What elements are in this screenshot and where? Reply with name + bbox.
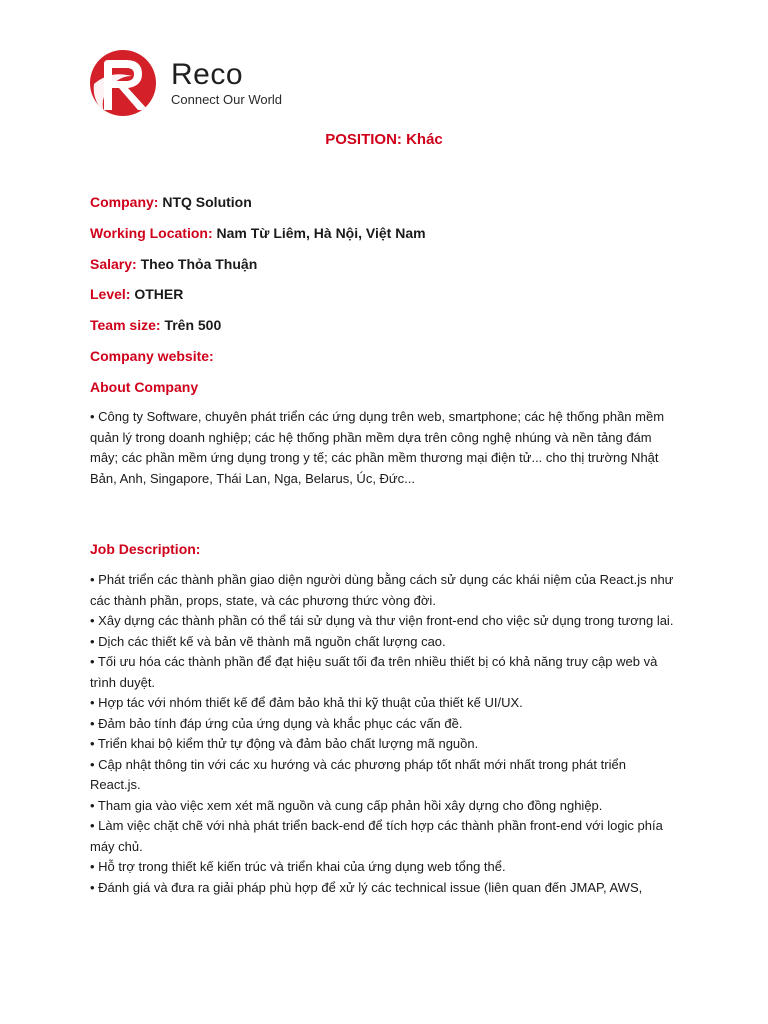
team-size-value: Trên 500 xyxy=(164,317,222,333)
salary-label: Salary: xyxy=(90,256,141,272)
about-text xyxy=(90,407,680,489)
location-field xyxy=(90,224,426,242)
company-field xyxy=(90,193,252,211)
about-paragraph: • Công ty Software, chuyên phát triển các ứng dụng trên web, smartphone; các hệ thống phần mềm quản lý trong doanh nghiệp; các hệ thống phần mềm dựa trên công nghệ nhúng và nền tảng đám mây; các phần mềm ứng dụng trong y tế; các phần mềm thương mại điện tử... cho thị trường Nhật Bản, Anh, Singapore, Thái Lan, Nga, Belarus, Úc, Đức... xyxy=(90,409,665,486)
company-value: NTQ Solution xyxy=(162,194,252,210)
job-description-list xyxy=(90,570,680,898)
list-item: • Đánh giá và đưa ra giải pháp phù hợp để xử lý các technical issue (liên quan đến JMAP, AWS, xyxy=(90,879,643,895)
list-item: • Tối ưu hóa các thành phần để đạt hiệu suất tối đa trên nhiều thiết bị có khả năng truy cập web và trình duyệt. xyxy=(90,654,658,690)
list-item: • Làm việc chặt chẽ với nhà phát triển back-end để tích hợp các thành phần front-end với logic phía máy chủ. xyxy=(90,818,663,854)
brand-tagline: Connect Our World xyxy=(171,91,283,107)
position-title: POSITION: Khác xyxy=(325,131,443,148)
website-field xyxy=(90,347,214,365)
list-item: • Triển khai bộ kiểm thử tự động và đảm bảo chất lượng mã nguồn. xyxy=(90,736,479,751)
list-item: • Phát triển các thành phần giao diện người dùng bằng cách sử dụng các khái niệm của React.js như các thành phần, props, state, và các phương thức vòng đời. xyxy=(90,572,674,608)
level-label: Level: xyxy=(90,286,135,302)
reco-logo xyxy=(90,50,282,116)
job-description-heading: Job Description: xyxy=(90,541,201,557)
team-size-label: Team size: xyxy=(90,317,165,333)
list-item: • Cập nhật thông tin với các xu hướng và các phương pháp tốt nhất mới nhất trong phát triển React.js. xyxy=(90,756,626,792)
location-value: Nam Từ Liêm, Hà Nội, Việt Nam xyxy=(216,225,426,241)
list-item: • Đảm bảo tính đáp ứng của ứng dụng và khắc phục các vấn đề. xyxy=(90,715,463,731)
level-field xyxy=(90,285,183,303)
salary-value: Theo Thỏa Thuận xyxy=(140,256,258,272)
list-item: • Hỗ trợ trong thiết kế kiến trúc và triển khai của ứng dụng web tổng thể. xyxy=(90,859,506,874)
level-value: OTHER xyxy=(134,286,184,302)
company-label: Company: xyxy=(90,194,163,210)
reco-logo-mark-icon xyxy=(90,50,156,116)
location-label: Working Location: xyxy=(90,225,217,241)
list-item: • Hợp tác với nhóm thiết kế để đảm bảo khả thi kỹ thuật của thiết kế UI/UX. xyxy=(90,695,523,710)
about-heading: About Company xyxy=(90,379,199,395)
list-item: • Tham gia vào việc xem xét mã nguồn và cung cấp phản hồi xây dựng cho đồng nghiệp. xyxy=(90,797,603,813)
team-size-field xyxy=(90,316,221,334)
website-label: Company website: xyxy=(90,348,214,364)
salary-field xyxy=(90,255,257,273)
list-item: • Dịch các thiết kế và bản vẽ thành mã nguồn chất lượng cao. xyxy=(90,633,446,649)
brand-name: Reco xyxy=(171,57,244,91)
list-item: • Xây dựng các thành phần có thể tái sử dụng và thư viện front-end cho việc sử dụng trong tương lai. xyxy=(90,613,674,628)
